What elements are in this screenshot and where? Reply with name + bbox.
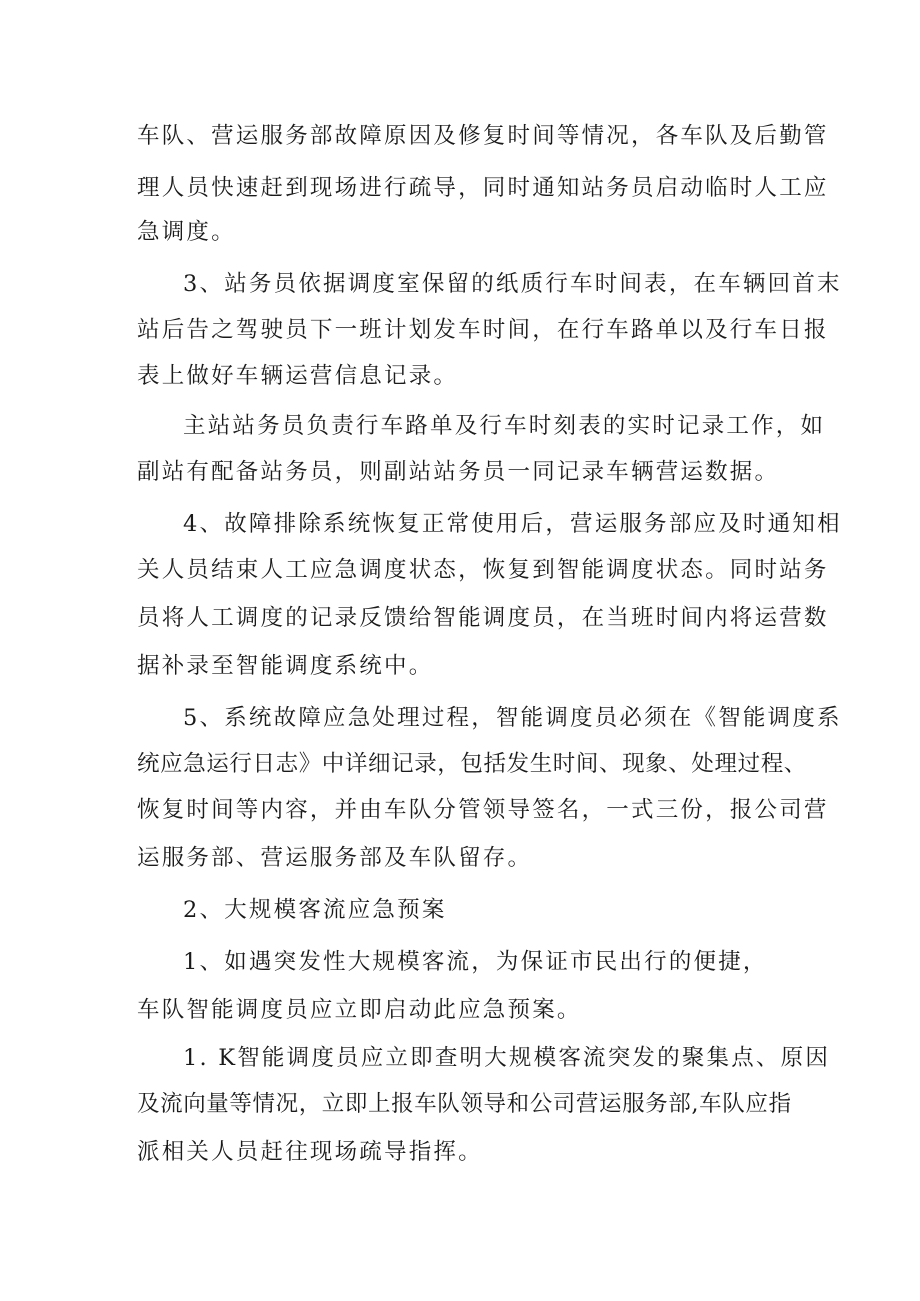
text-line: 理人员快速赶到现场进行疏导，同时通知站务员启动临时人工应 [137,175,829,201]
text-line: 运服务部、营运服务部及车队留存。 [137,845,533,871]
text-line: 及流向量等情况，立即上报车队领导和公司营运服务部,车队应指 [137,1091,792,1117]
text-line: 4、故障排除系统恢复正常使用后，营运服务部应及时通知相 [183,511,842,537]
text-line: 1. K智能调度员应立即查明大规模客流突发的聚集点、原因 [183,1045,831,1071]
text-line: 恢复时间等内容，并由车队分管领导签名，一式三份，报公司营 [137,797,829,823]
text-line: 派相关人员赶往现场疏导指挥。 [137,1139,483,1165]
text-line: 急调度。 [137,219,236,245]
text-line: 站后告之驾驶员下一班计划发车时间，在行车路单以及行车日报 [137,317,829,343]
text-line: 车队、营运服务部故障原因及修复时间等情况，各车队及后勤管 [137,123,829,149]
text-line: 员将人工调度的记录反馈给智能调度员，在当班时间内将运营数 [137,605,829,631]
text-line: 主站站务员负责行车路单及行车时刻表的实时记录工作，如 [183,413,826,439]
text-line: 关人员结束人工应急调度状态，恢复到智能调度状态。同时站务 [137,557,829,583]
text-line: 5、系统故障应急处理过程，智能调度员必须在《智能调度系 [183,705,842,731]
text-line: 3、站务员依据调度室保留的纸质行车时间表，在车辆回首末 [183,271,842,297]
text-line: 统应急运行日志》中详细记录，包括发生时间、现象、处理过程、 [137,751,807,777]
text-line: 表上做好车辆运营信息记录。 [137,363,459,389]
section-heading: 2、大规模客流应急预案 [183,897,447,923]
text-line: 1、如遇突发性大规模客流，为保证市民出行的便捷， [183,949,768,975]
text-line: 副站有配备站务员，则副站站务员一同记录车辆营运数据。 [137,459,780,485]
text-line: 车队智能调度员应立即启动此应急预案。 [137,997,582,1023]
text-line: 据补录至智能调度系统中。 [137,653,434,679]
